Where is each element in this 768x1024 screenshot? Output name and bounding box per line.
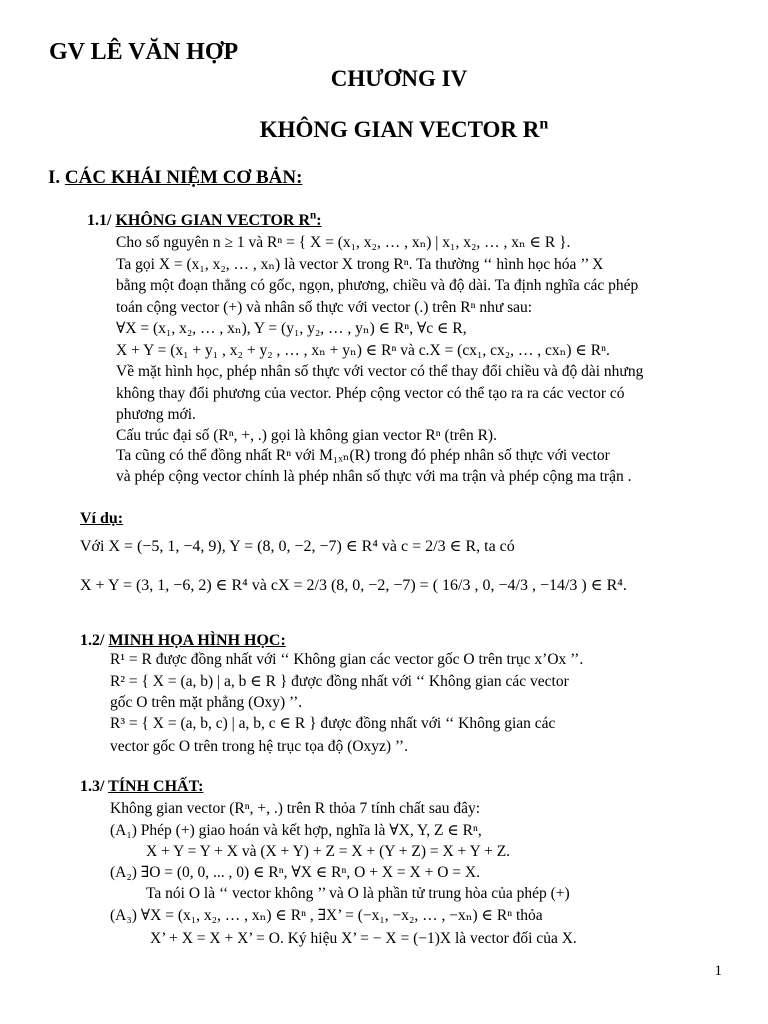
s13-line-7: X’ + X = X + X’ = O. Ký hiệu X’ = − X = (−1)X là vector đối của X. [150, 930, 577, 947]
s11-line-3: bằng một đoạn thẳng có gốc, ngọn, phương, chiều và độ dài. Ta định nghĩa các phép [116, 277, 639, 294]
s12-line-2: R² = { X = (a, b) | a, b ∈ R } được đồng nhất với ‘‘ Không gian các vector [110, 673, 569, 690]
s12-line-3: gốc O trên mặt phẳng (Oxy) ’’. [110, 694, 303, 711]
s13-line-5: Ta nói O là ‘‘ vector không ’’ và O là phần tử trung hòa của phép (+) [146, 885, 570, 902]
s11-line-8: không thay đổi phương của vector. Phép cộng vector có thể tạo ra ra các vector có [116, 385, 625, 402]
s12-line-5: vector gốc O trên trong hệ trục tọa độ (Oxyz) ’’. [110, 738, 408, 755]
s13-line-2: (A₁) Phép (+) giao hoán và kết hợp, nghĩa là ∀X, Y, Z ∈ Rⁿ, [110, 822, 482, 839]
s13-line-1: Không gian vector (Rⁿ, +, .) trên R thỏa 7 tính chất sau đây: [110, 800, 481, 817]
s13-line-4: (A₂) ∃O = (0, 0, ... , 0) ∈ Rⁿ, ∀X ∈ Rⁿ, O + X = X + O = X. [110, 864, 480, 881]
chapter-heading: CHƯƠNG IV [330, 66, 468, 91]
example-line-1: Với X = (−5, 1, −4, 9), Y = (8, 0, −2, −7) ∈ R⁴ và c = 2/3 ∈ R, ta có [80, 538, 515, 555]
subsection-heading-1-1: 1.1/ KHÔNG GIAN VECTOR $R^n$: [87, 209, 322, 229]
s12-line-1: R¹ = R được đồng nhất với ‘‘ Không gian các vector gốc O trên trục x’Ox ’’. [110, 651, 584, 668]
section-heading-I: I. CÁC KHÁI NIỆM CƠ BẢN: [48, 167, 303, 188]
author-heading: GV LÊ VĂN HỢP [49, 39, 239, 65]
s11-line-5: ∀X = (x₁, x₂, … , xₙ), Y = (y₁, y₂, … , yₙ) ∈ Rⁿ, ∀c ∈ R, [116, 320, 467, 337]
s12-line-4: R³ = { X = (a, b, c) | a, b, c ∈ R } được đồng nhất với ‘‘ Không gian các [110, 715, 556, 732]
s11-line-10: Cấu trúc đại số (Rⁿ, +, .) gọi là không gian vector Rⁿ (trên R). [116, 427, 497, 444]
s11-line-12: và phép cộng vector chính là phép nhân số thực với ma trận và phép cộng ma trận . [116, 468, 632, 485]
s11-line-2: Ta gọi X = (x₁, x₂, … , xₙ) là vector X trong Rⁿ. Ta thường ‘‘ hình học hóa ’’ X [116, 256, 604, 273]
example-line-2: X + Y = (3, 1, −6, 2) ∈ R⁴ và cX = 2/3 (8, 0, −2, −7) = ( 16/3 , 0, −4/3 , −14/3 ) ∈ R⁴. [80, 577, 627, 594]
s13-line-3: X + Y = Y + X và (X + Y) + Z = X + (Y + Z) = X + Y + Z. [146, 843, 511, 860]
s11-line-1: Cho số nguyên n ≥ 1 và Rⁿ = { X = (x₁, x₂, … , xₙ) | x₁, x₂, … , xₙ ∈ R }. [116, 234, 571, 251]
s11-line-6: X + Y = (x₁ + y₁ , x₂ + y₂ , … , xₙ + yₙ) ∈ Rⁿ và c.X = (cx₁, cx₂, … , cxₙ) ∈ Rⁿ. [116, 342, 610, 359]
page-number: 1 [714, 963, 722, 979]
s13-line-6: (A₃) ∀X = (x₁, x₂, … , xₙ) ∈ Rⁿ , ∃X’ = (−x₁, −x₂, … , −xₙ) ∈ Rⁿ thỏa [110, 907, 543, 924]
s11-line-4: toán cộng vector (+) và nhân số thực với vector (.) trên Rⁿ như sau: [116, 299, 533, 316]
s11-line-9: phương mới. [116, 406, 196, 423]
chapter-title: KHÔNG GIAN VECTOR $R^n$ [259, 115, 549, 142]
subsection-heading-1-3: 1.3/ TÍNH CHẤT: [80, 778, 204, 795]
example-label: Ví dụ: [80, 510, 124, 527]
s11-line-11: Ta cũng có thể đồng nhất Rⁿ với M₁ₓₙ(R) trong đó phép nhân số thực với vector [116, 447, 610, 464]
s11-line-7: Về mặt hình học, phép nhân số thực với vector có thể thay đổi chiều và độ dài nhưng [116, 363, 644, 380]
subsection-heading-1-2: 1.2/ MINH HỌA HÌNH HỌC: [80, 632, 286, 649]
